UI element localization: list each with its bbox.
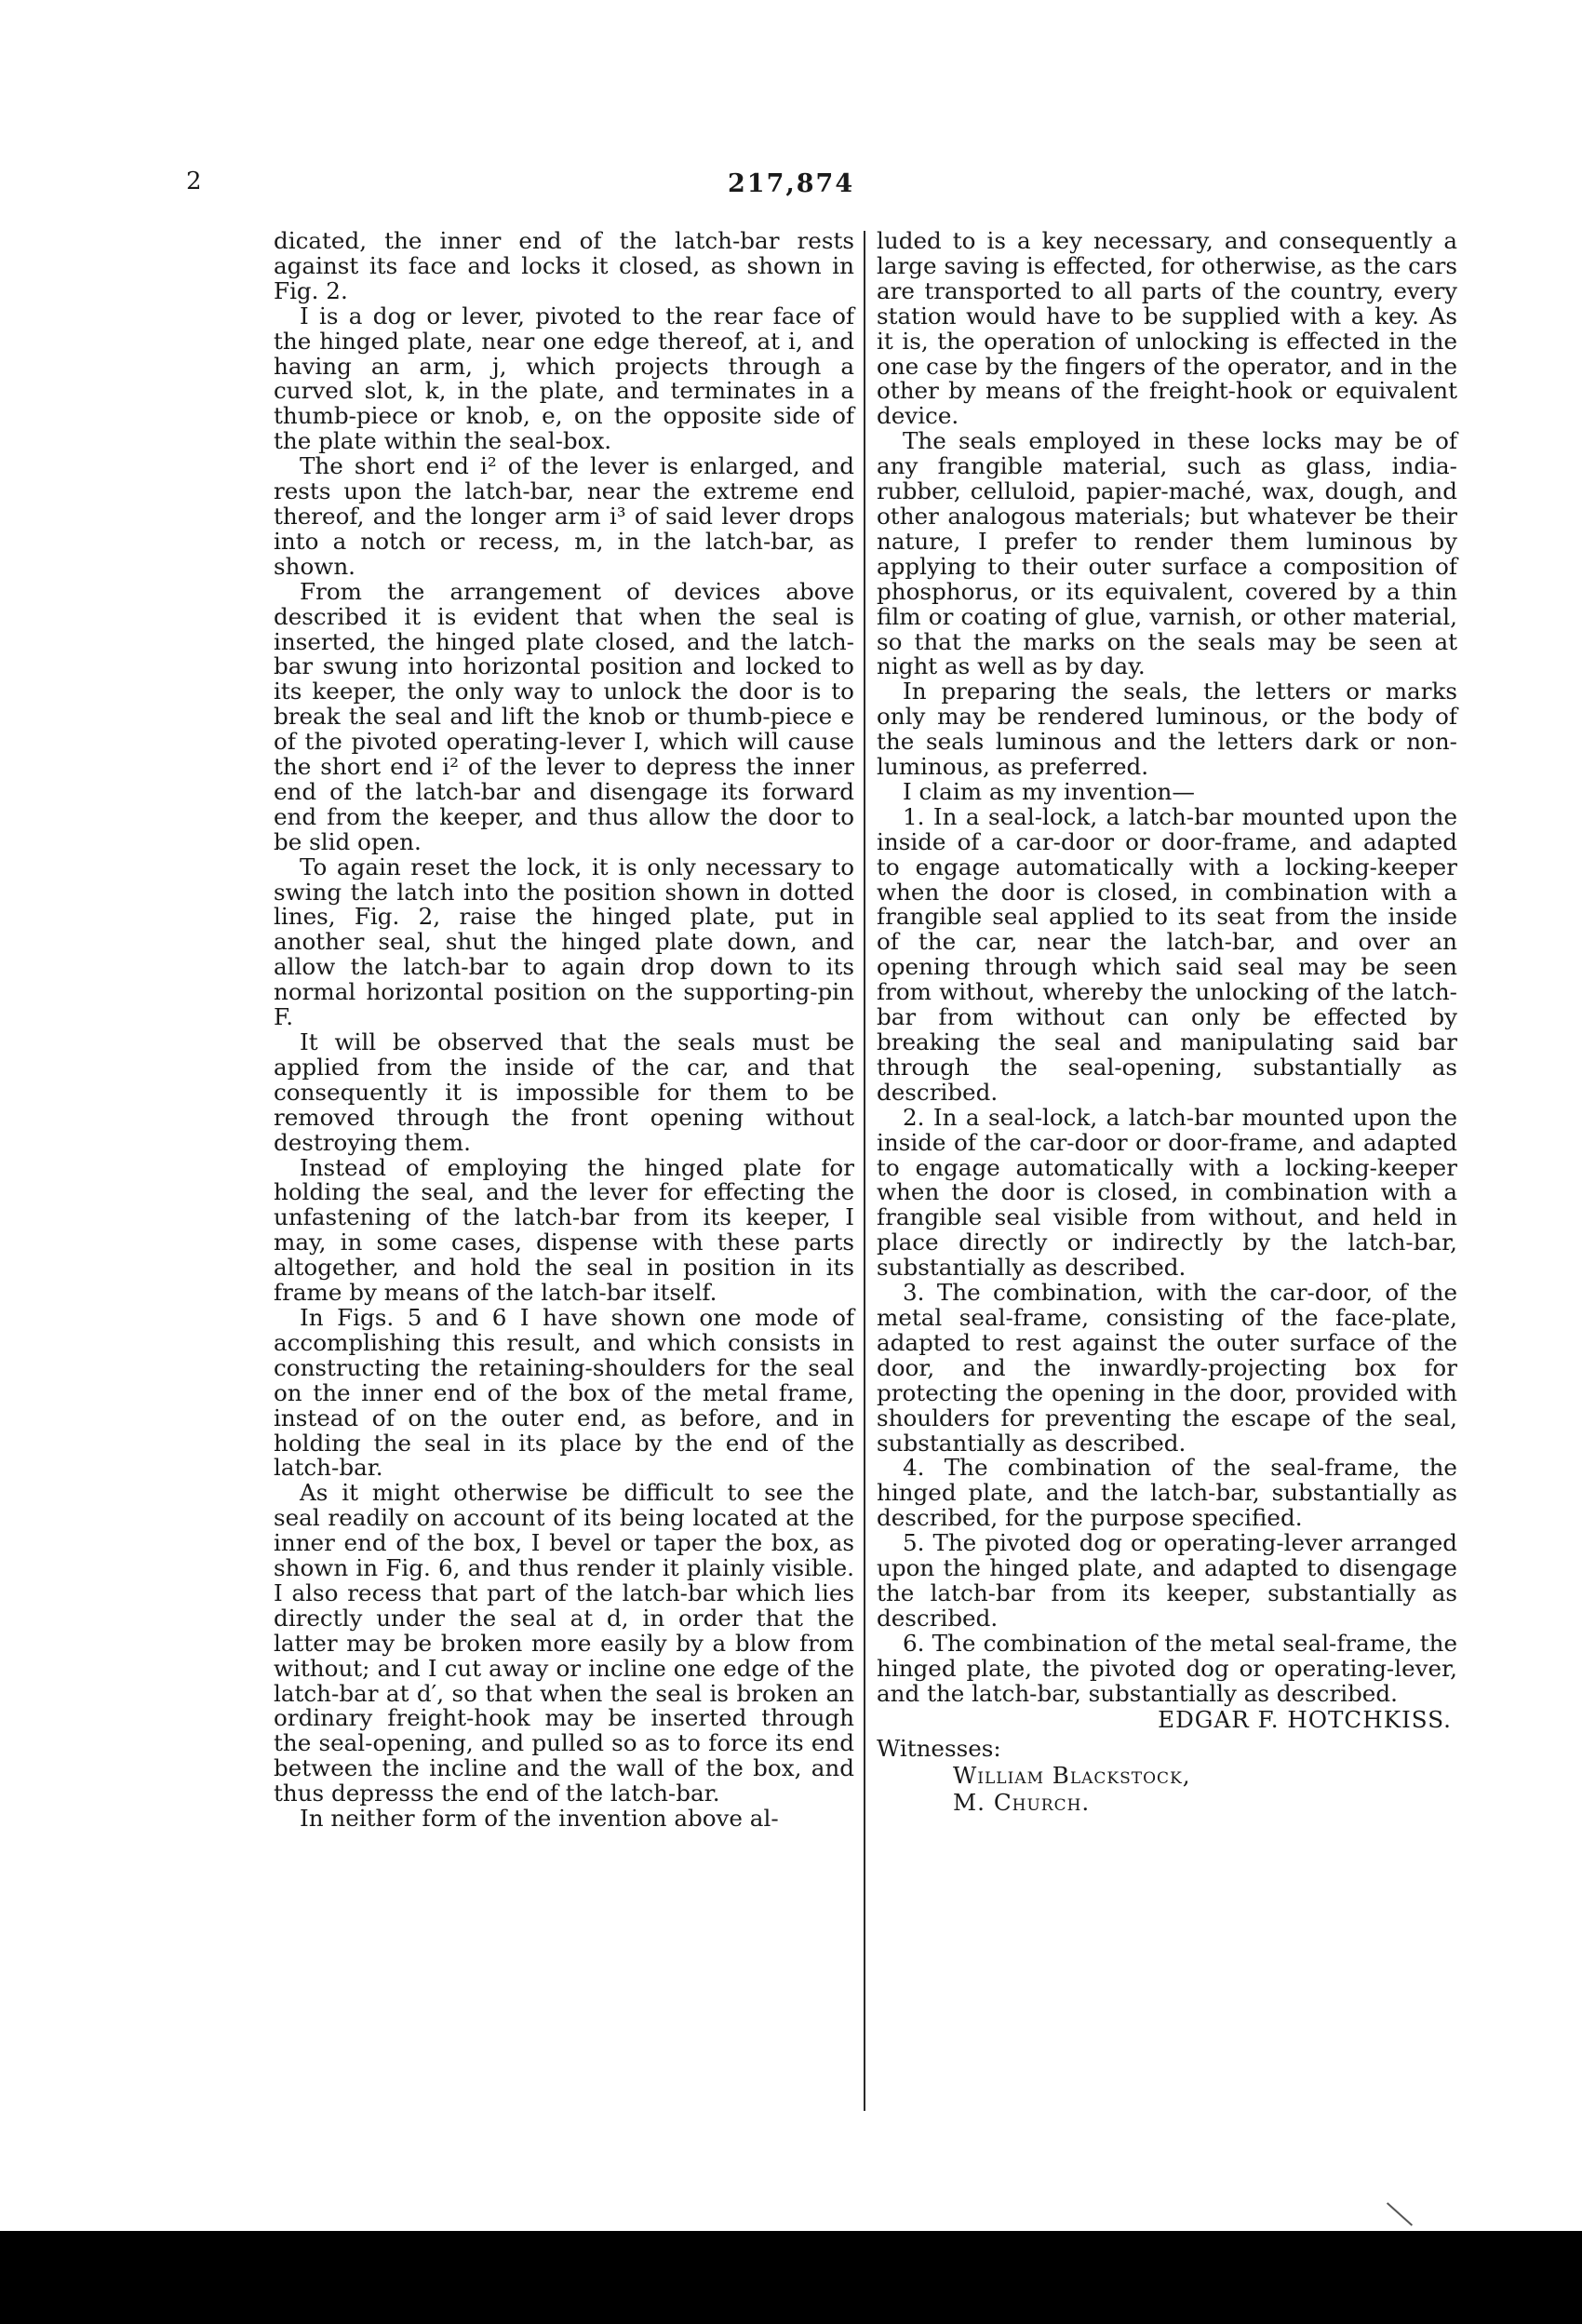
claim: 6. The combination of the metal seal-frame, the hinged plate, the pivoted dog or operating-lever, and the latch-bar, substantially as described.: [877, 1629, 1457, 1707]
paragraph: I claim as my invention—: [903, 777, 1195, 805]
paragraph: From the arrangement of devices above described it is evident that when the seal is inserted, the hinged plate closed, and the latch-bar swung into horizontal position and locked to its keeper, the only way to unlock the door is to break the seal and lift the knob or thumb-piece e of the pivoted operating-lever I, which will cause the short end i² of the lever to depress the inner end of the latch-bar and disengage its forward end from the keeper, and thus allow the door to be slid open.: [274, 577, 854, 855]
witnesses-label: Witnesses:: [877, 1735, 1001, 1763]
scan-border-bar: [0, 2231, 1582, 2324]
paragraph: dicated, the inner end of the latch-bar rests against its face and locks it closed, as shown in Fig. 2.: [274, 227, 854, 304]
paragraph: In Figs. 5 and 6 I have shown one mode of accomplishing this result, and which consists in constructing the retaining-shoulders for the seal on the inner end of the box of the metal frame, instead of on the outer end, as before, and in holding the seal in its place by the end of the latch-bar.: [274, 1303, 854, 1482]
inventor-signature: EDGAR F. HOTCHKISS.: [1158, 1706, 1452, 1734]
patent-number: 217,874: [728, 169, 855, 198]
witness-name: M. Church.: [953, 1789, 1091, 1817]
paragraph: Instead of employing the hinged plate for holding the seal, and the lever for effecting the unfastening of the latch-bar from its keeper, I may, in some cases, dispense with these parts altogether, and hold the seal in position in its frame by means of the latch-bar itself.: [274, 1153, 854, 1307]
claim: 4. The combination of the seal-frame, the hinged plate, and the latch-bar, substantially as described, for the purpose specified.: [877, 1454, 1457, 1532]
paragraph: In preparing the seals, the letters or marks only may be rendered luminous, or the body of the seals luminous and the letters dark or non-luminous, as preferred.: [877, 678, 1457, 781]
paragraph: luded to is a key necessary, and consequently a large saving is effected, for otherwise, as the cars are transported to all parts of the country, every station would have to be supplied with a key. As it is, the operation of unlocking is effected in the one case by the fingers of the operator, and in the other by means of the freight-hook or equivalent device.: [877, 227, 1457, 430]
paragraph: To again reset the lock, it is only necessary to swing the latch into the position shown in dotted lines, Fig. 2, raise the hinged plate, put in another seal, shut the hinged plate down, and allow the latch-bar to again drop down to its normal horizontal position on the supporting-pin F.: [274, 853, 854, 1031]
column-divider: [864, 231, 865, 2111]
paragraph: In neither form of the invention above al-: [300, 1805, 779, 1833]
claim: 3. The combination, with the car-door, of the metal seal-frame, consisting of the face-plate, adapted to rest against the outer surface of the door, and the inwardly-projecting box for protecting the opening in the door, provided with shoulders for preventing the escape of the seal, substantially as described.: [877, 1279, 1457, 1457]
paragraph: The short end i² of the lever is enlarged, and rests upon the latch-bar, near the extreme end thereof, and the longer arm i³ of said lever drops into a notch or recess, m, in the latch-bar, as shown.: [274, 452, 854, 580]
stray-mark: [1387, 2202, 1413, 2226]
paragraph: It will be observed that the seals must be applied from the inside of the car, and that consequently it is impossible for them to be removed through the front opening without destroying them.: [274, 1028, 854, 1156]
right-column: [877, 229, 1457, 1816]
left-column: [274, 229, 854, 1832]
witness-name: William Blackstock,: [953, 1762, 1191, 1790]
paragraph: I is a dog or lever, pivoted to the rear face of the hinged plate, near one edge thereof, at i, and having an arm, j, which projects through a curved slot, k, in the plate, and terminates in a thumb-piece or knob, e, on the opposite side of the plate within the seal-box.: [274, 302, 854, 455]
claim: 2. In a seal-lock, a latch-bar mounted upon the inside of the car-door or door-frame, and adapted to engage automatically with a locking-keeper when the door is closed, in combination with a frangible seal visible from without, and held in place directly or indirectly by the latch-bar, substantially as described.: [877, 1103, 1457, 1282]
claim: 1. In a seal-lock, a latch-bar mounted upon the inside of a car-door or door-frame, and adapted to engage automatically with a locking-keeper when the door is closed, in combination with a frangible seal applied to its seat from the inside of the car, near the latch-bar, and over an opening through which said seal may be seen from without, whereby the unlocking of the latch-bar from without can only be effected by breaking the seal and manipulating said bar through the seal-opening, substantially as described.: [877, 802, 1457, 1106]
paragraph: As it might otherwise be difficult to see the seal readily on account of its being located at the inner end of the box, I bevel or taper the box, as shown in Fig. 6, and thus render it plainly visible. I also recess that part of the latch-bar which lies directly under the seal at d, in order that the latter may be broken more easily by a blow from without; and I cut away or incline one edge of the latch-bar at d′, so that when the seal is broken an ordinary freight-hook may be inserted through the seal-opening, and pulled so as to force its end between the incline and the wall of the box, and thus depresss the end of the latch-bar.: [274, 1479, 854, 1807]
claim: 5. The pivoted dog or operating-lever arranged upon the hinged plate, and adapted to disengage the latch-bar from its keeper, substantially as described.: [877, 1529, 1457, 1632]
paragraph: The seals employed in these locks may be of any frangible material, such as glass, india-rubber, celluloid, papier-maché, wax, dough, and other analogous materials; but whatever be their nature, I prefer to render them luminous by applying to their outer surface a composition of phosphorus, or its equivalent, covered by a thin film or coating of glue, varnish, or other material, so that the marks on the seals may be seen at night as well as by day.: [877, 427, 1457, 680]
page-number: 2: [186, 168, 202, 195]
